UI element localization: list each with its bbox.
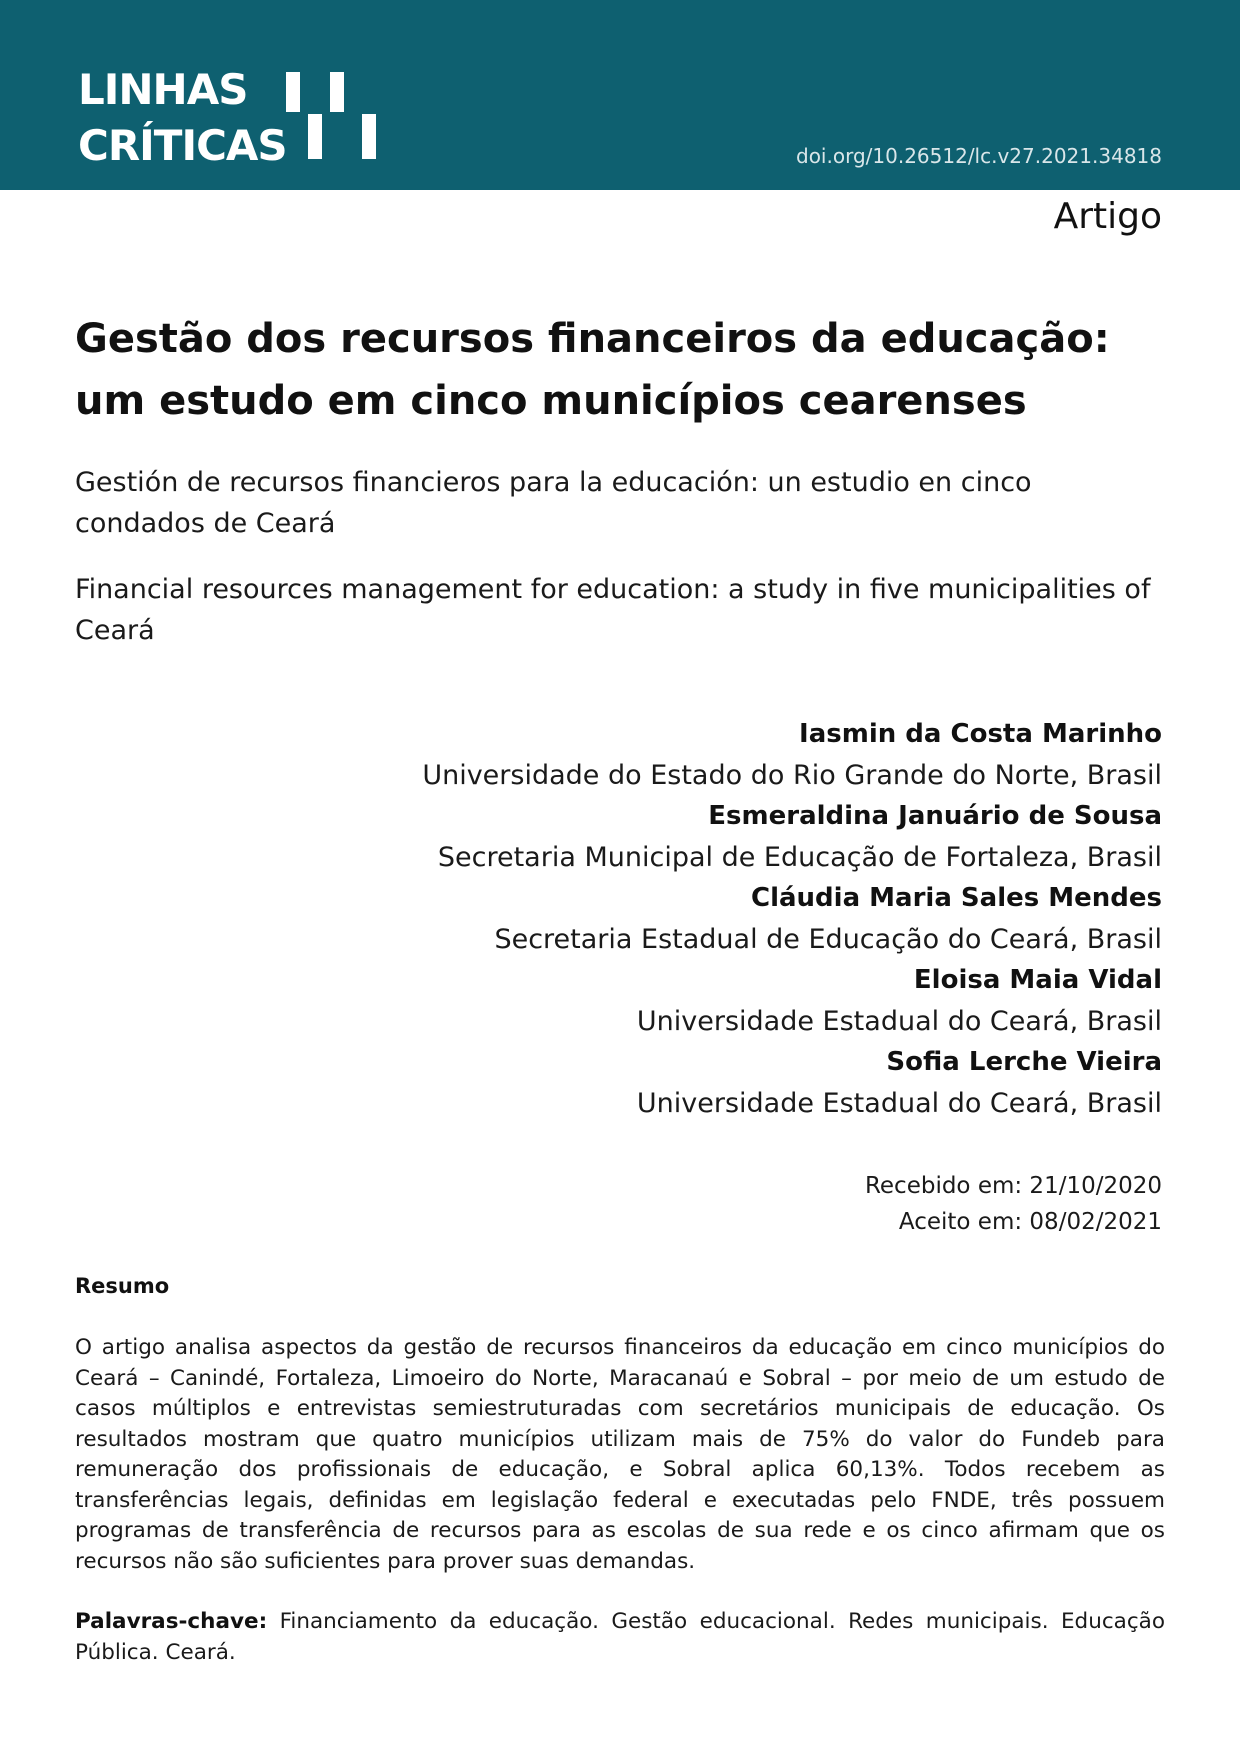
author-affiliation: Universidade Estadual do Ceará, Brasil	[636, 1088, 1162, 1119]
author-name: Eloisa Maia Vidal	[913, 965, 1162, 995]
author-name: Sofia Lerche Vieira	[886, 1047, 1162, 1077]
keywords-label: Palavras-chave:	[75, 1609, 268, 1634]
author-name: Cláudia Maria Sales Mendes	[751, 883, 1162, 913]
author-affiliation: Universidade do Estado do Rio Grande do Norte, Brasil	[422, 760, 1162, 791]
submission-dates	[865, 1168, 1162, 1240]
author-affiliation: Universidade Estadual do Ceará, Brasil	[636, 1006, 1162, 1037]
journal-logo	[78, 62, 287, 174]
title-spanish: Gestión de recursos financieros para la educación: un estudio en cinco condados de Ceará	[75, 467, 1032, 539]
author-affiliation: Secretaria Estadual de Educação do Ceará, Brasil	[494, 924, 1162, 955]
logo-bar	[362, 114, 376, 159]
logo-bar	[286, 72, 300, 112]
logo-bar	[308, 114, 322, 159]
accepted-date: Aceito em: 08/02/2021	[898, 1209, 1162, 1235]
article-type: Artigo	[1053, 196, 1162, 237]
author-affiliation: Secretaria Municipal de Educação de Fortaleza, Brasil	[437, 842, 1162, 873]
title-english: Financial resources management for education: a study in five municipalities of Ceará	[75, 574, 1151, 646]
journal-header	[0, 0, 1240, 190]
logo-line-1: LINHAS	[78, 65, 248, 114]
author-name: Esmeraldina Januário de Sousa	[708, 801, 1162, 831]
logo-line-2: CRÍTICAS	[78, 121, 287, 170]
abstract-heading: Resumo	[75, 1274, 170, 1298]
keywords-text: Financiamento da educação. Gestão educacional. Redes municipais. Educação Pública. Ceará.	[75, 1609, 1165, 1665]
page-title: Gestão dos recursos financeiros da educação: um estudo em cinco municípios cearenses	[75, 316, 1110, 424]
abstract-text: O artigo analisa aspectos da gestão de recursos financeiros da educação em cinco municípios do Ceará – Canindé, Fortaleza, Limoeiro do Norte, Maracanaú e Sobral – por meio de um estudo de casos múltiplos e entrevistas semiestruturadas com secretários municipais de educação. Os resultados mostram que quatro municípios utilizam mais de 75% do valor do Fundeb para remuneração dos profissionais de educação, e Sobral aplica 60,13%. Todos recebem as transferências legais, definidas em legislação federal e executadas pelo FNDE, três possuem programas de transferência de recursos para as escolas de sua rede e os cinco afirmam que os recursos não são suficientes para prover suas demandas.	[75, 1335, 1165, 1574]
author-list	[262, 714, 1162, 1124]
logo-bar	[330, 72, 344, 112]
doi-link[interactable]: doi.org/10.26512/lc.v27.2021.34818	[796, 144, 1162, 168]
keywords	[75, 1607, 1165, 1668]
received-date: Recebido em: 21/10/2020	[864, 1173, 1162, 1199]
author-name: Iasmin da Costa Marinho	[799, 719, 1162, 749]
